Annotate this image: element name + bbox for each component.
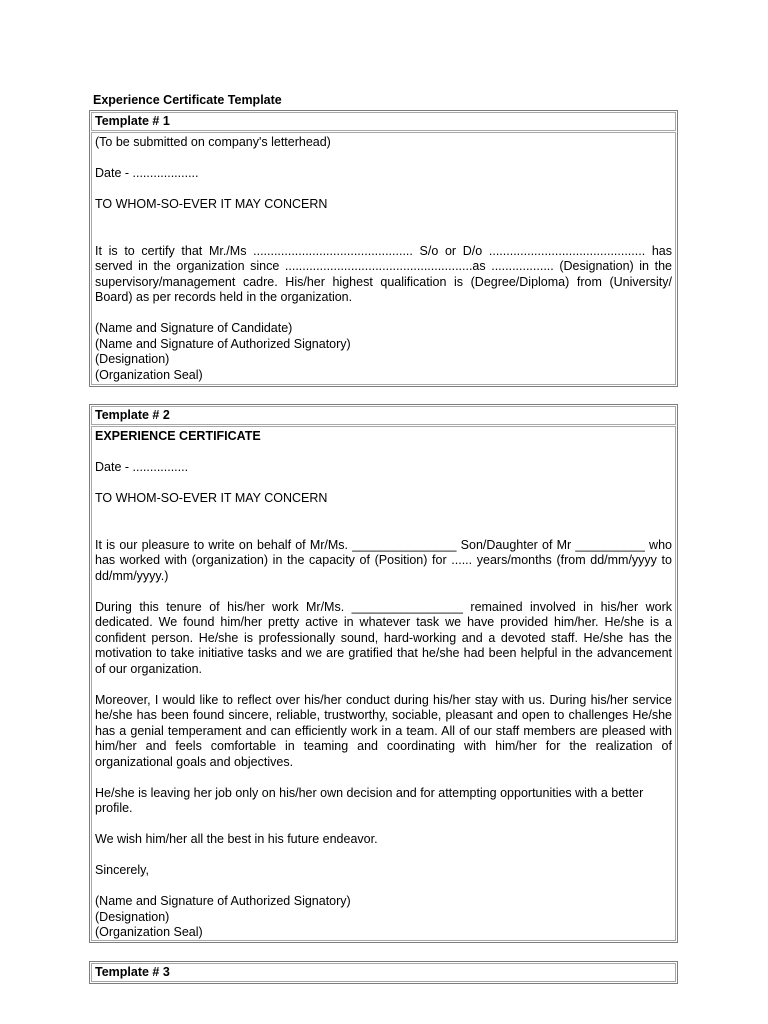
template-2-table bbox=[89, 404, 678, 943]
sign-line: (Designation) bbox=[95, 352, 170, 366]
date-line: Date - ................ bbox=[95, 460, 189, 474]
document-title: Experience Certificate Template bbox=[93, 93, 282, 107]
letterhead-note: (To be submitted on company's letterhead) bbox=[95, 135, 331, 149]
paragraph-wishes: We wish him/her all the best in his future endeavor. bbox=[95, 832, 378, 846]
paragraph-intro: It is our pleasure to write on behalf of Mr/Ms. _______________ Son/Daughter of Mr __________ who has worked with (organization) in the capacity of (Position) for ...... years/months (from dd/mm/yyyy to dd/mm/yyyy.) bbox=[95, 537, 676, 583]
closing: Sincerely, bbox=[95, 863, 149, 877]
sign-line: (Designation) bbox=[95, 909, 170, 924]
paragraph-leaving: He/she is leaving her job only on his/her own decision and for attempting opportunities with a better profile. bbox=[95, 785, 647, 815]
sign-line: (Name and Signature of Authorized Signatory) bbox=[95, 894, 351, 908]
template-2-header: Template # 2 bbox=[91, 406, 676, 425]
sign-line: (Name and Signature of Authorized Signatory) bbox=[95, 336, 351, 351]
sign-line: (Organization Seal) bbox=[95, 367, 203, 382]
template-1-table bbox=[89, 110, 678, 387]
salutation: TO WHOM-SO-EVER IT MAY CONCERN bbox=[95, 491, 328, 505]
certificate-title: EXPERIENCE CERTIFICATE bbox=[95, 429, 261, 443]
template-2-body bbox=[91, 426, 676, 941]
template-3-table bbox=[89, 961, 678, 984]
sign-line: (Organization Seal) bbox=[95, 925, 203, 939]
salutation: TO WHOM-SO-EVER IT MAY CONCERN bbox=[95, 197, 328, 211]
paragraph-tenure: During this tenure of his/her work Mr/Ms. ________________ remained involved in his/her work dedicated. We found him/her pretty active in whatever task we have provided him/her. He/she is a confident person. He/she is professionally sound, hard-working and a devoted staff. He/she has the motivation to take initiative tasks and we are gratified that he/she had been helpful in the advancement of our organization. bbox=[95, 599, 676, 676]
template-1-header: Template # 1 bbox=[91, 112, 676, 131]
sign-line: (Name and Signature of Candidate) bbox=[95, 321, 293, 335]
template-3-header: Template # 3 bbox=[91, 963, 676, 982]
date-line: Date - ................... bbox=[95, 166, 199, 180]
certificate-body: It is to certify that Mr./Ms .............................................. S/o or D/o ............................................. has served in the organization since ......................................................as .................. (Designation) in the supervisory/management cadre. His/her highest qualification is (Degree/Diploma) from (University/ Board) as per records held in the organization. bbox=[95, 243, 676, 304]
template-1-body bbox=[91, 132, 676, 385]
paragraph-conduct: Moreover, I would like to reflect over his/her conduct during his/her stay with us. During his/her service he/she has been found sincere, reliable, trustworthy, sociable, pleasant and open to challenges He/she has a genial temperament and can efficiently work in a team. All of our staff members are pleased with him/her and feels comfortable in teaming and coordinating with him/her for the realization of organizational goals and objectives. bbox=[95, 692, 676, 769]
